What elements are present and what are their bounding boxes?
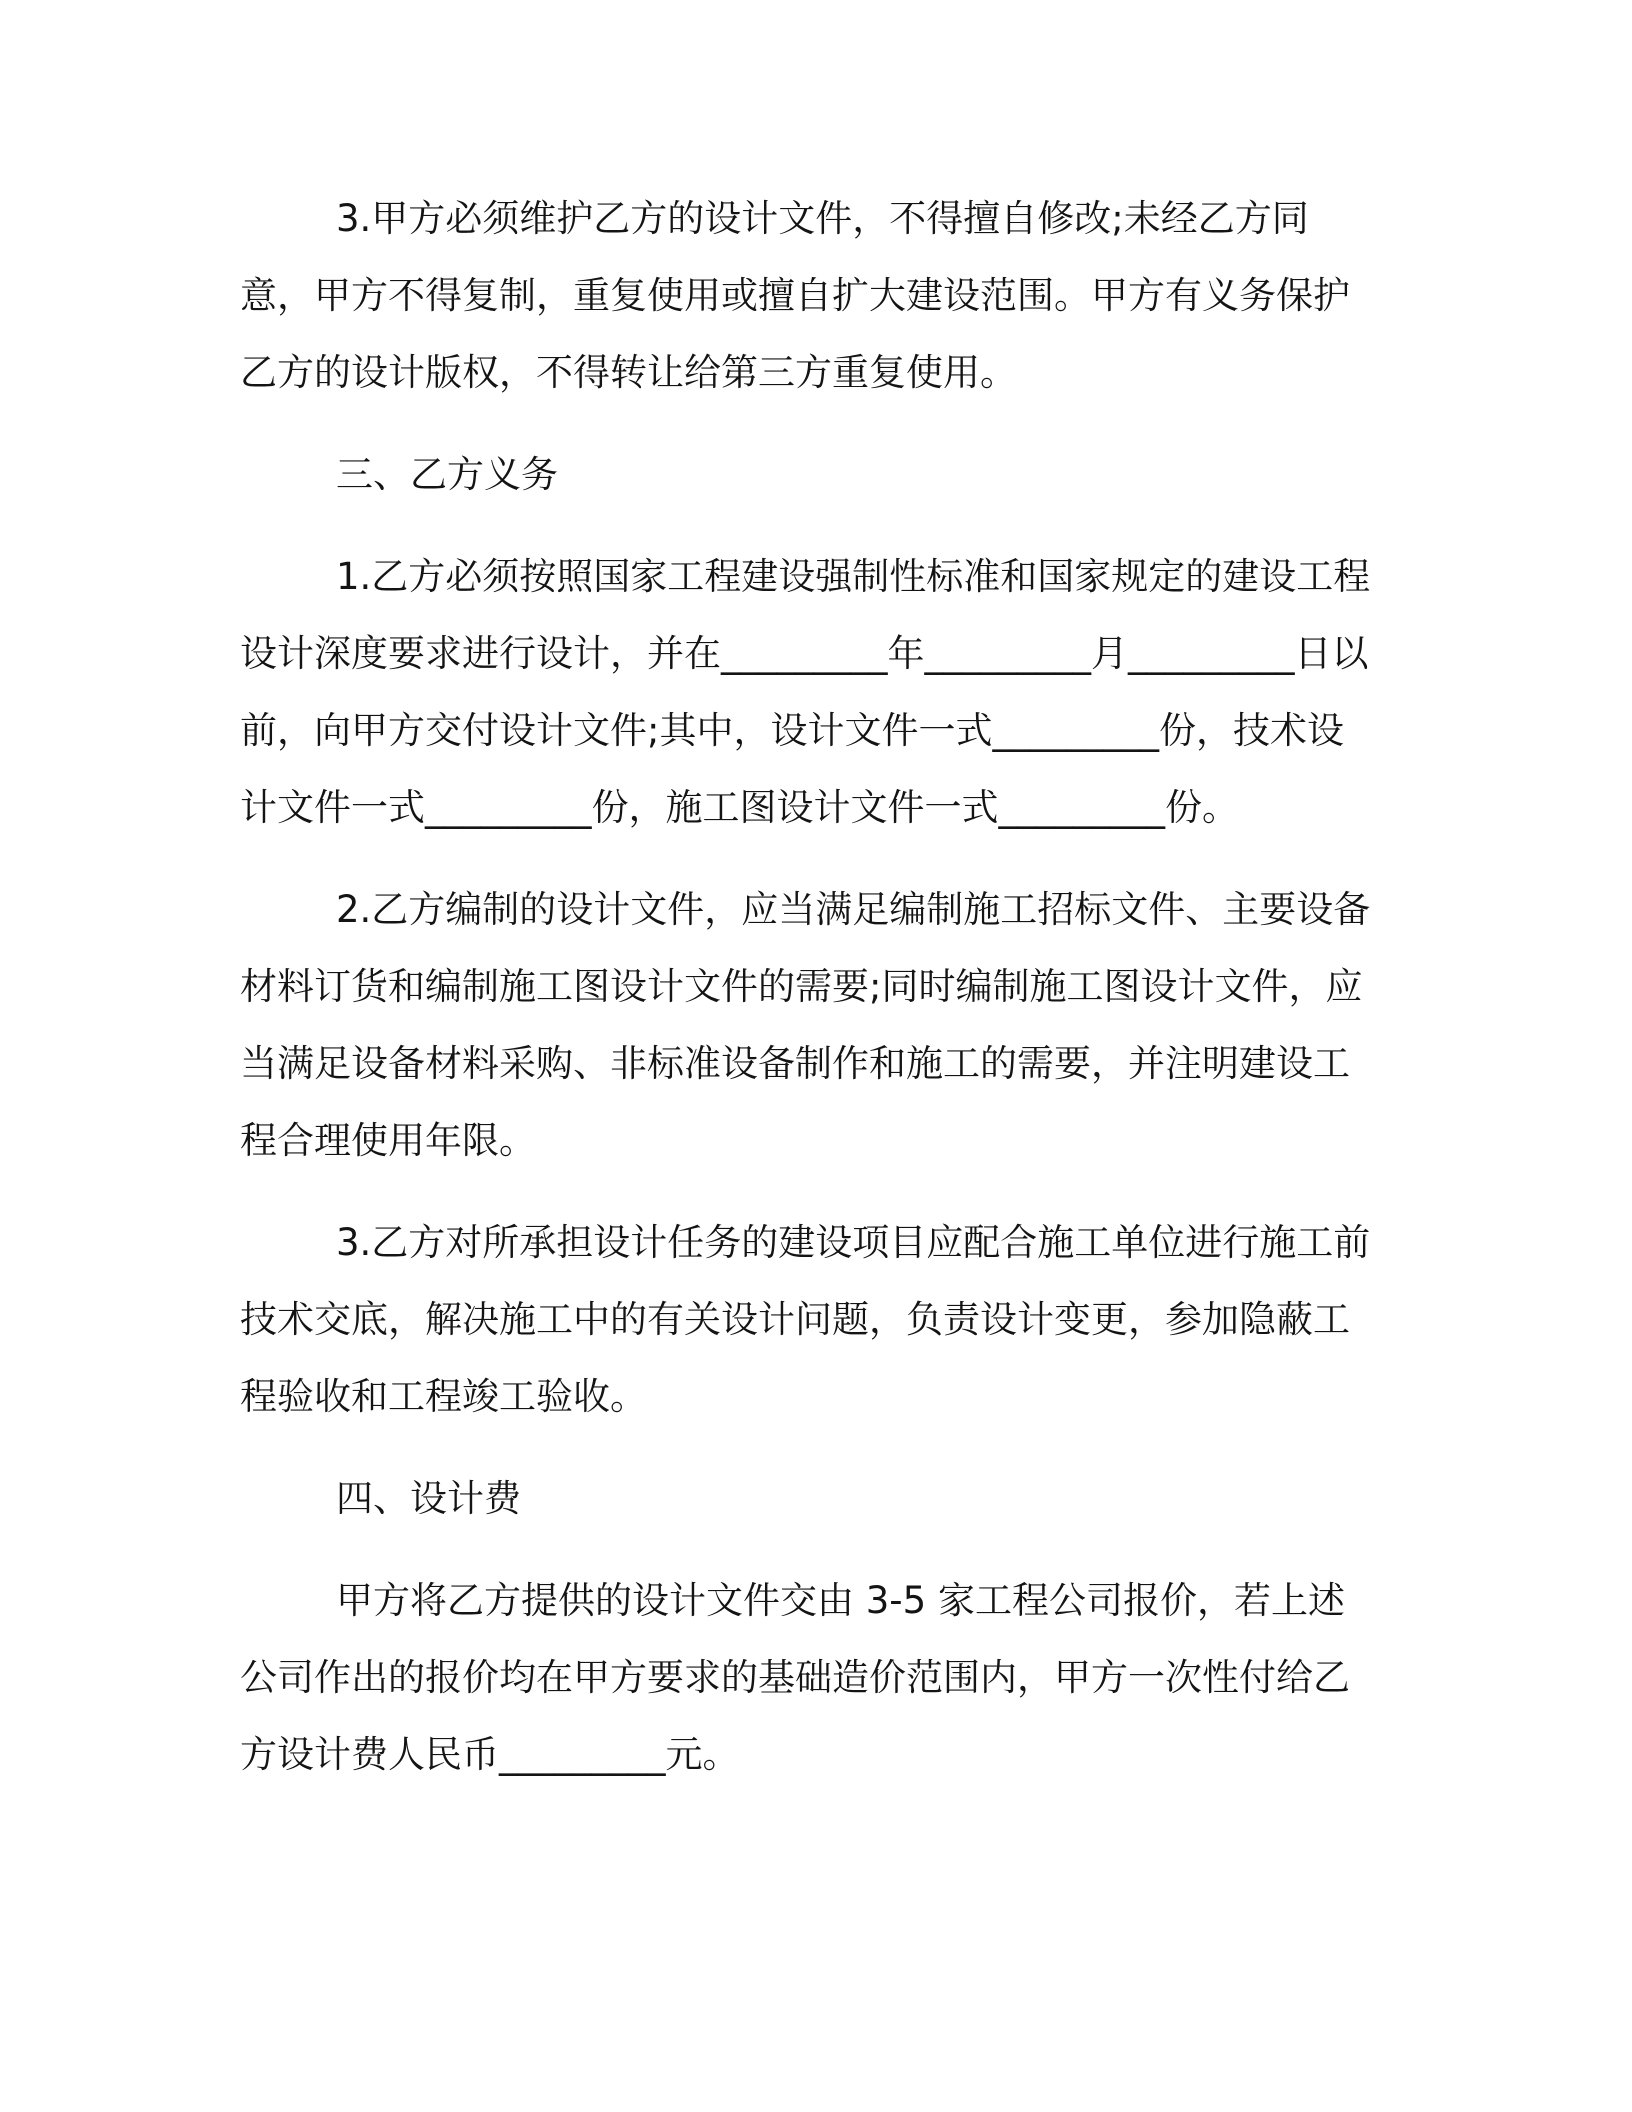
- paragraph-party-b-clause-2: 2.乙方编制的设计文件，应当满足编制施工招标文件、主要设备材料订货和编制施工图设计文件的需要;同时编制施工图设计文件，应当满足设备材料采购、非标准设备制作和施工的需要，并注明建设工程合理使用年限。: [240, 888, 1371, 1162]
- paragraph-design-fee: 甲方将乙方提供的设计文件交由 3-5 家工程公司报价，若上述公司作出的报价均在甲方要求的基础造价范围内，甲方一次性付给乙方设计费人民币_________元。: [240, 1579, 1350, 1776]
- section-heading-design-fee: 四、设计费: [336, 1477, 521, 1520]
- document-body: [240, 180, 1380, 1818]
- paragraph-party-b-clause-1: 1.乙方必须按照国家工程建设强制性标准和国家规定的建设工程设计深度要求进行设计，并在_________年_________月_________日以前，向甲方交付设计文件;其中，设计文件一式_________份，技术设计文件一式_________份，施工图设计文件一式_________份。: [240, 555, 1371, 829]
- paragraph-party-a-clause-3: 3.甲方必须维护乙方的设计文件，不得擅自修改;未经乙方同意，甲方不得复制，重复使用或擅自扩大建设范围。甲方有义务保护乙方的设计版权，不得转让给第三方重复使用。: [240, 197, 1350, 394]
- section-heading-party-b-obligations: 三、乙方义务: [336, 453, 558, 496]
- paragraph-party-b-clause-3: 3.乙方对所承担设计任务的建设项目应配合施工单位进行施工前技术交底，解决施工中的有关设计问题，负责设计变更，参加隐蔽工程验收和工程竣工验收。: [240, 1221, 1371, 1418]
